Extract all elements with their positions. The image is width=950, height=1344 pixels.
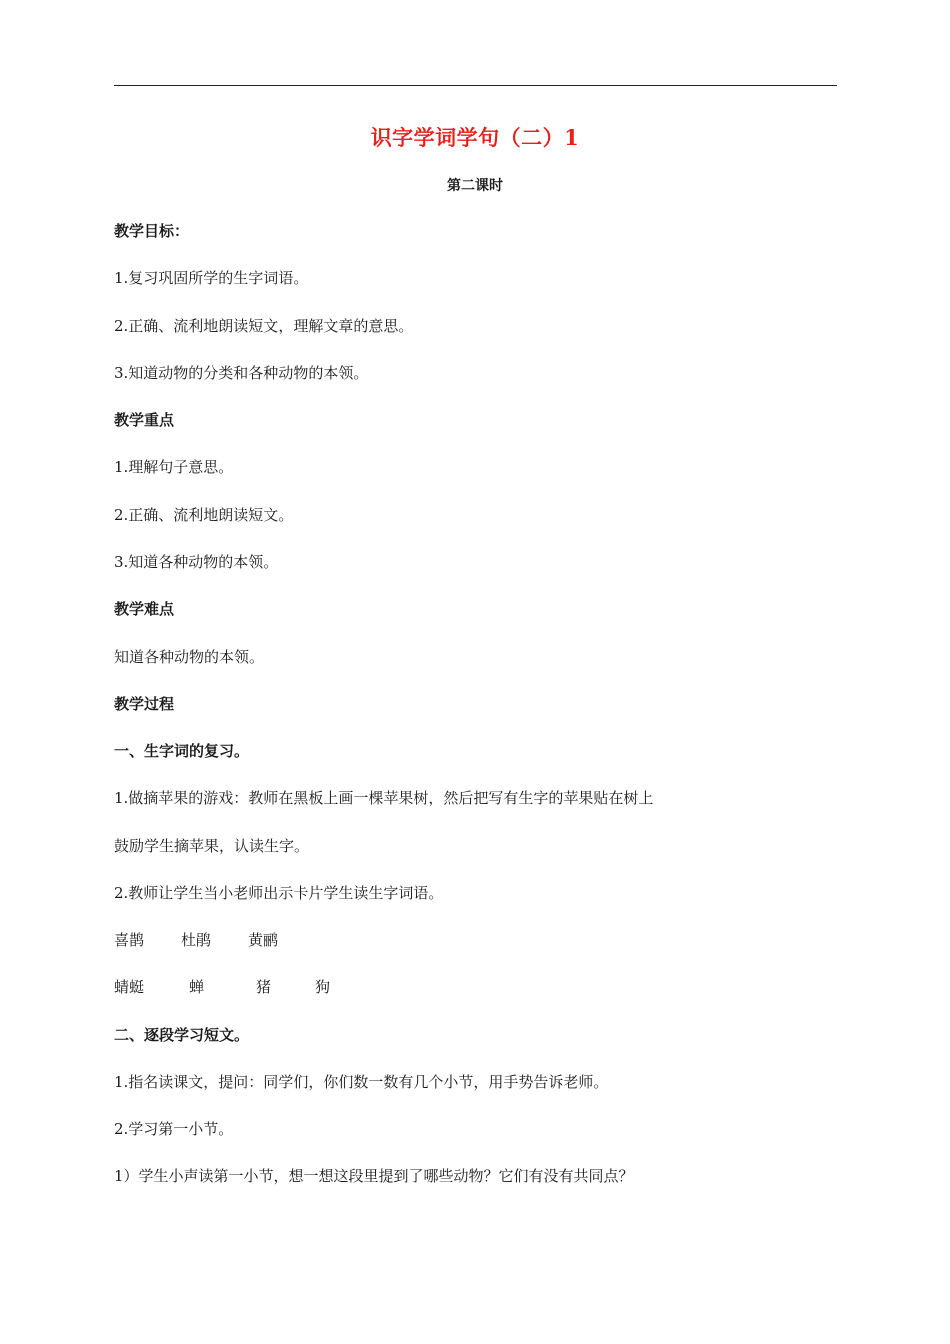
- goal-item-1: 1.复习巩固所学的生字词语。: [114, 269, 309, 287]
- key-point-item-2: 2.正确、流利地朗读短文。: [114, 506, 294, 524]
- key-point-item-3: 3.知道各种动物的本领。: [114, 553, 279, 571]
- vocab-word: 黄鹂: [248, 931, 279, 949]
- section-1-item-2: 2.教师让学生当小老师出示卡片学生读生字词语。: [114, 884, 444, 902]
- vocab-word: 喜鹊: [114, 931, 145, 949]
- vocab-word: 狗: [315, 978, 331, 996]
- key-point-item-1: 1.理解句子意思。: [114, 458, 234, 476]
- lesson-period: 第二课时: [447, 178, 503, 194]
- difficulties-text: 知道各种动物的本领。: [114, 648, 265, 666]
- vocab-word: 猪: [256, 978, 272, 996]
- goal-item-2: 2.正确、流利地朗读短文，理解文章的意思。: [114, 317, 414, 335]
- section-1-heading: 一、生字词的复习。: [114, 742, 250, 760]
- vocab-word: 蝉: [189, 978, 205, 996]
- vocab-word: 杜鹃: [181, 931, 212, 949]
- goal-item-3: 3.知道动物的分类和各种动物的本领。: [114, 364, 369, 382]
- section-2-item-2: 2.学习第一小节。: [114, 1120, 234, 1138]
- section-1-item-1-line-1: 1.做摘苹果的游戏：教师在黑板上画一棵苹果树，然后把写有生字的苹果贴在树上: [114, 789, 654, 807]
- vocab-word: 蜻蜓: [114, 978, 145, 996]
- section-1-item-1-line-2: 鼓励学生摘苹果，认读生字。: [114, 837, 310, 855]
- header-rule: [114, 85, 837, 86]
- section-2-heading: 二、逐段学习短文。: [114, 1026, 250, 1044]
- difficulties-heading: 教学难点: [114, 600, 175, 618]
- document-title: 识字学词学句（二）1: [370, 125, 580, 150]
- process-heading: 教学过程: [114, 695, 175, 713]
- goals-heading: 教学目标：: [114, 222, 190, 240]
- key-points-heading: 教学重点: [114, 411, 175, 429]
- section-2-item-3: 1）学生小声读第一小节，想一想这段里提到了哪些动物？它们有没有共同点？: [114, 1167, 634, 1185]
- section-2-item-1: 1.指名读课文，提问：同学们，你们数一数有几个小节，用手势告诉老师。: [114, 1073, 609, 1091]
